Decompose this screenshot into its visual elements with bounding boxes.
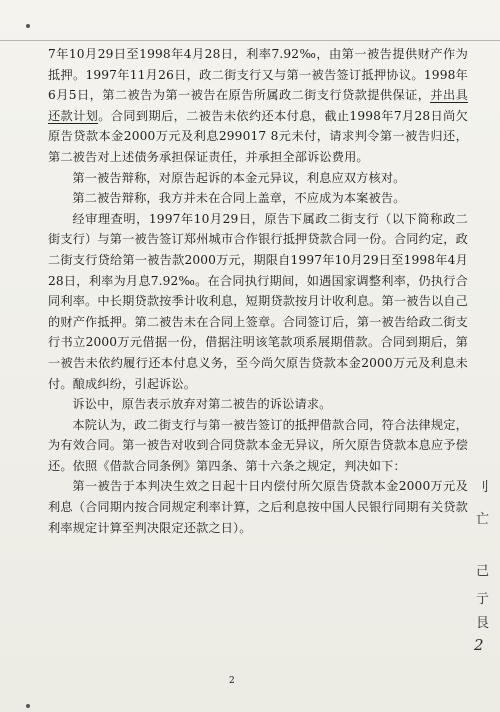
- margin-mark: 刂: [476, 480, 490, 495]
- paragraph-waiver: 诉讼中，原告表示放弃对第二被告的诉讼请求。: [72, 397, 332, 412]
- margin-mark: 己: [476, 564, 490, 579]
- paragraph-defense-2: 第二被告辩称，我方并未在合同上盖章，不应成为本案被告。: [72, 191, 406, 206]
- claim-part-2: 。合同到期后，二被告未依约还本付息，截止1998年7月28日尚欠原告贷款本金2000万元及利息299017 8元未付，请求判令第一被告归还，第二被告对上述债务承担保证责任，并承担全部诉讼费用。: [48, 108, 469, 164]
- margin-mark: 2: [474, 636, 484, 654]
- margin-mark: 艮: [476, 616, 490, 631]
- claim-part-1: 7年10月29日至1998年4月28日，利率7.92‰，由第一被告提供财产作为抵押。1997年11月26日，政二街支行又与第一被告签订抵押协议。1998年6月5日，第二被告为第一被告在原告所属政二街支行贷款提供保证，: [48, 47, 468, 103]
- margin-mark: 亍: [476, 592, 490, 607]
- margin-mark: 亡: [476, 512, 490, 527]
- paragraph-defense-1: 第一被告辩称，对原告起诉的本金元异议，利息应双方核对。: [72, 170, 406, 185]
- scan-speck: [26, 24, 30, 28]
- underlined-phrase: 并出具还款计划: [48, 88, 468, 123]
- paragraph-opinion: 本院认为，政二街支行与第一被告签订的抵押借款合同，符合法律规定，为有效合同。第一被告对收到合同贷款本金无异议，所欠原告贷款本息应予偿还。依照《借款合同条例》第四条、第十六条之规定，判决如下：: [48, 417, 468, 473]
- paragraph-claim: [48, 44, 468, 168]
- paragraph-findings: 经审理查明，1997年10月29日，原告下属政二街支行（以下简称政二街支行）与第一被告签订郑州城市合作银行抵押贷款合同一份。合同约定，政二街支行贷给第一被告款2000万元，期限自1997年10月29日至1998年4月28日，利率为月息7.92‰。在合同执行期间，如遇国家调整利率，仍执行合同利率。中长期贷款按季计收利息，短期贷款按月计收利息。第一被告以自己的财产作抵押。第二被告未在合同上签章。合同签订后，第一被告给政二街支行书立2000万元借据一份，借据注明该笔款项系展期借款。合同到期后，第一被告未依约履行还本付息义务，至今尚欠原告贷款本金2000万元及利息未付。酿成纠纷，引起诉讼。: [48, 211, 468, 391]
- scan-speck: [26, 704, 30, 708]
- judgment-text: [48, 44, 468, 538]
- scan-edge-line: [0, 40, 500, 41]
- paragraph-judgment: 第一被告于本判决生效之日起十日内偿付所欠原告贷款本金2000万元及利息（合同期内按合同规定利率计算，之后利息按中国人民银行同期有关贷款利率规定计算至判决限定还款之日）。: [48, 479, 468, 535]
- page-number: 2: [229, 676, 235, 686]
